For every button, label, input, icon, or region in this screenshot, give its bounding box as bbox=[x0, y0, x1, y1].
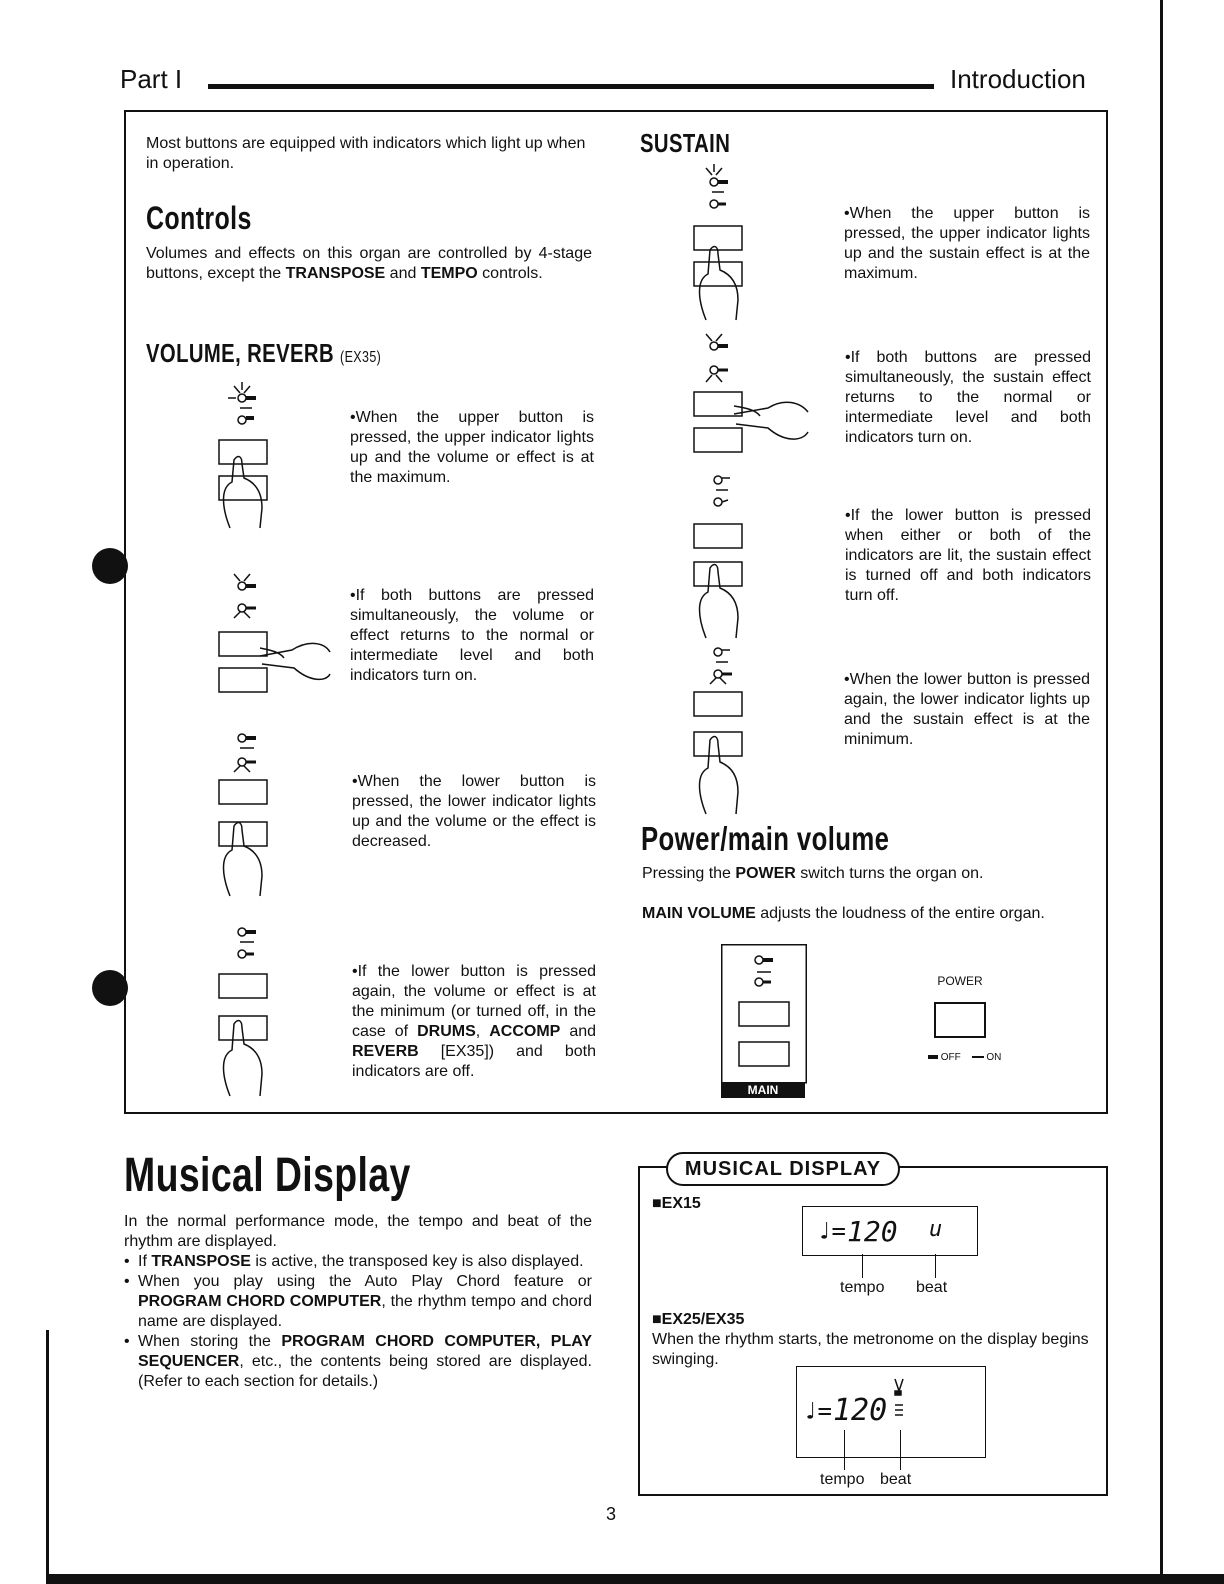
ex25-tempo-label: tempo bbox=[820, 1471, 865, 1488]
ex15-beat-label: beat bbox=[916, 1279, 948, 1296]
controls-body: Volumes and effects on this organ are controlled by 4-stage buttons, except the TRANSPOSE and TEMPO controls. bbox=[146, 245, 592, 282]
intro-text: Most buttons are equipped with indicators which light up when in operation. bbox=[146, 135, 586, 172]
ex15-beat-value: u bbox=[929, 1217, 943, 1242]
volume-step-4: •If the lower button is pressed again, the volume or effect is at the minimum (or turned off, in the case of DRUMS, ACCOMP and REVERB [EX35]) and both indicators are off. bbox=[352, 963, 597, 1080]
binder-hole bbox=[92, 548, 128, 584]
controls-heading: Controls bbox=[146, 200, 252, 236]
volume-step-1: •When the upper button is pressed, the upper indicator lights up and the volume or effect is at the maximum. bbox=[350, 409, 594, 486]
beat-pointer bbox=[900, 1430, 901, 1470]
header-rule bbox=[208, 84, 934, 89]
list-item: • When you play using the Auto Play Chord feature or PROGRAM CHORD COMPUTER, the rhythm tempo and chord name are displayed. bbox=[124, 1273, 593, 1330]
section-label: Introduction bbox=[950, 64, 1086, 94]
power-main-volume-heading: Power/main volume bbox=[641, 820, 890, 857]
main-volume-line: MAIN VOLUME adjusts the loudness of the entire organ. bbox=[642, 905, 1045, 922]
sustain-step-2: •If both buttons are pressed simultaneously, the sustain effect returns to the normal or intermediate level and both indicators turn on. bbox=[845, 349, 1091, 446]
ex25-lcd bbox=[796, 1366, 986, 1458]
sustain-minimum-illustration bbox=[672, 644, 762, 820]
musical-display-heading: Musical Display bbox=[124, 1149, 411, 1202]
ex15-label: ■EX15 bbox=[652, 1195, 701, 1212]
tempo-pointer bbox=[862, 1254, 863, 1278]
sustain-step-3: •If the lower button is pressed when either or both of the indicators are lit, the sustain effect is turned off and both indicators turn off. bbox=[845, 507, 1091, 604]
ex15-tempo-label: tempo bbox=[840, 1279, 885, 1296]
sustain-lower-press-illustration bbox=[672, 470, 762, 640]
sustain-heading: SUSTAIN bbox=[640, 128, 731, 158]
volume-lower-press-illustration bbox=[200, 730, 290, 900]
power-off-on-indicator: OFF ON bbox=[928, 1052, 1001, 1063]
ex15-tempo-value: 120 bbox=[847, 1215, 898, 1248]
main-volume-label: MAIN VOLUME bbox=[721, 1082, 805, 1098]
sustain-both-press-illustration bbox=[672, 330, 822, 460]
ex15-lcd bbox=[802, 1206, 978, 1256]
musical-display-panel-title: MUSICAL DISPLAY bbox=[666, 1152, 900, 1186]
volume-step-3: •When the lower button is pressed, the lower indicator lights up and the volume or the effect is decreased. bbox=[352, 773, 596, 850]
metronome-icon bbox=[885, 1375, 915, 1425]
ex25-beat-label: beat bbox=[880, 1471, 912, 1488]
sustain-step-4: •When the lower button is pressed again, the lower indicator lights up and the sustain effect is at the minimum. bbox=[844, 671, 1090, 748]
main-volume-control bbox=[721, 944, 807, 1084]
volume-reverb-heading: VOLUME, REVERB (EX35) bbox=[146, 338, 382, 368]
note-icon: ♩= bbox=[817, 1217, 846, 1245]
volume-upper-press-illustration bbox=[200, 378, 290, 538]
list-item: • When storing the PROGRAM CHORD COMPUTER, PLAY SEQUENCER, etc., the contents being stored are displayed. (Refer to each section for details.) bbox=[124, 1333, 592, 1390]
power-label: POWER bbox=[937, 974, 983, 988]
volume-step-2: •If both buttons are pressed simultaneously, the volume or effect returns to the normal or intermediate level and both indicators turn on. bbox=[350, 587, 594, 684]
tempo-pointer bbox=[844, 1430, 845, 1470]
scan-edge-bottom bbox=[46, 1574, 1224, 1584]
list-item: • If TRANSPOSE is active, the transposed key is also displayed. bbox=[124, 1253, 584, 1270]
musical-display-intro: In the normal performance mode, the tempo and beat of the rhythm are displayed. bbox=[124, 1213, 592, 1250]
ex25-label: ■EX25/EX35 bbox=[652, 1311, 745, 1328]
note-icon: ♩= bbox=[803, 1397, 832, 1425]
sustain-upper-press-illustration bbox=[672, 162, 762, 322]
scan-edge-left bbox=[46, 1330, 49, 1580]
sustain-step-1: •When the upper button is pressed, the upper indicator lights up and the sustain effect is at the maximum. bbox=[844, 205, 1090, 282]
musical-display-bullets bbox=[124, 1252, 592, 1392]
beat-pointer bbox=[935, 1254, 936, 1278]
scan-edge-right bbox=[1160, 0, 1163, 1584]
power-button[interactable] bbox=[934, 1002, 986, 1038]
binder-hole bbox=[92, 970, 128, 1006]
power-line: Pressing the POWER switch turns the organ on. bbox=[642, 865, 984, 882]
page-number: 3 bbox=[606, 1504, 617, 1524]
volume-minimum-illustration bbox=[200, 924, 290, 1100]
part-label: Part I bbox=[120, 64, 183, 94]
volume-both-press-illustration bbox=[200, 566, 340, 696]
ex25-text: When the rhythm starts, the metronome on the display begins swinging. bbox=[652, 1331, 1089, 1368]
ex25-tempo-value: 120 bbox=[833, 1393, 888, 1428]
